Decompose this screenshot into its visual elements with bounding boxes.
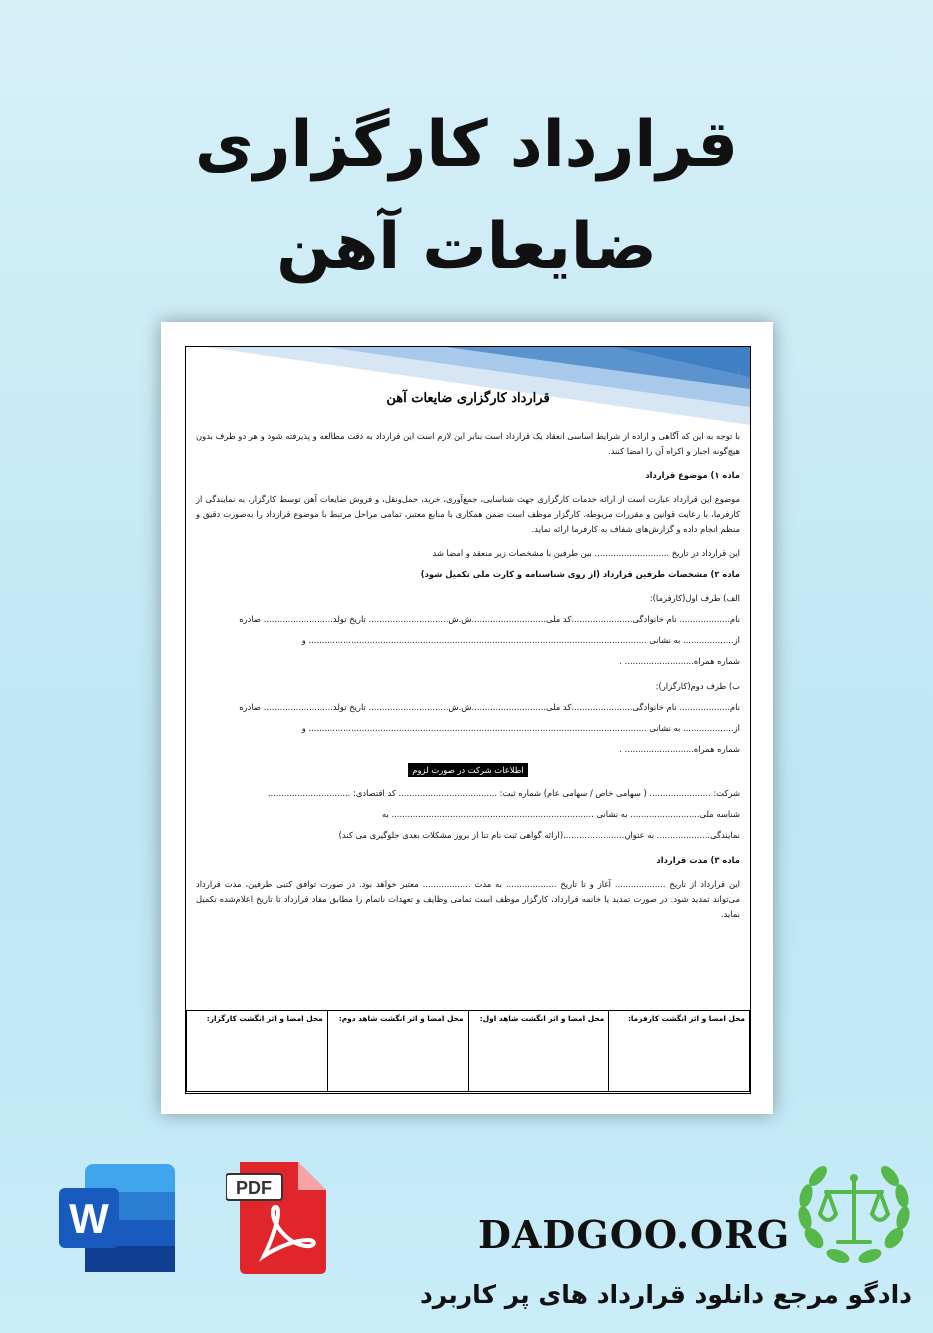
company-line3: نمایندگی.................... به عنوان.......................(ارائه گواهی ثبت نام تنا از بروز مشکلات بعدی جلوگیری می کند) (338, 830, 740, 840)
article3-heading: ماده ۳) مدت قرارداد (656, 855, 740, 865)
intro-paragraph: با توجه به این که آگاهی و اراده از شرایط اساسی انعقاد یک قرارداد است بنابر این لازم است این قرارداد به دقت مطالعه و پذیرفته شود و هر دو طرف بدون هیچ‌گونه اجبار و اکراه آن را امضا کنند. (196, 431, 740, 456)
pdf-label: PDF (236, 1178, 272, 1198)
article2-heading: ماده ۲) مشخصات طرفین قرارداد (از روی شناسنامه و کارت ملی تکمیل شود) (420, 569, 740, 579)
article1-text: موضوع این قرارداد عبارت است از ارائه خدمات کارگزاری جهت شناسایی، جمع‌آوری، خرید، حمل‌ونقل، و فروش ضایعات آهن توسط کارگزار، به نمایندگی از کارفرما، با رعایت قوانین و مقررات مربوطه. کارگزار موظف است ضمن همکاری با منابع معتبر، تمامی مراحل مرتبط با موضوع قرارداد را به‌صورت دقیق و منظم انجام داده و گزارش‌های شفاف به کارفرما ارائه نماید. (196, 494, 740, 534)
date-line: این قرارداد در تاریخ ............................ بین طرفین با مشخصات زیر منعقد و امضا شد (432, 548, 740, 558)
party2-line2: از................... به نشانی ............................................................................................................................... و (301, 723, 740, 733)
party1-line3: شماره همراه.......................... . (619, 656, 740, 666)
article3-text: این قرارداد از تاریخ ................... آغاز و تا تاریخ ................... به مدت .................. معتبر خواهد بود. در صورت توافق کتبی طرفین، مدت قرارداد می‌تواند تمدید شود. در صورت تمدید یا خاتمه قرارداد، کارگزار موظف است تمامی وظایف و تعهدات ناتمام را مطابق مفاد قرارداد تا تاریخ اعلام‌شده تکمیل نماید. (196, 879, 740, 919)
document-title: قرارداد کارگزاری ضایعات آهن (386, 391, 550, 406)
company-line1: شرکت: ....................... ( سهامی خاص / سهامی عام) شماره ثبت: ..................................... کد اقتصادی: ............................... (267, 788, 740, 798)
pdf-icon[interactable] (226, 1160, 328, 1276)
signature-cell-employer: محل امضا و اثر انگشت کارفرما: (609, 1011, 750, 1092)
brand-name: DADGOO.ORG (478, 1212, 791, 1257)
party1-label: الف) طرف اول(کارفرما): (649, 593, 740, 603)
signature-cell-witness1: محل امضا و اثر انگشت شاهد اول: (468, 1011, 609, 1092)
brand-tagline: دادگو مرجع دانلود قرارداد های پر کاربرد (419, 1280, 912, 1309)
party1-line1: نام................... نام خانوادگی.......................کد ملی............................ش.ش.............................. تاریخ تولد.......................... صادره (239, 614, 740, 624)
poster-title-line2: ضایعات آهن (276, 210, 657, 284)
party2-label: ب) طرف دوم(کارگزار): (655, 681, 740, 691)
party2-line3: شماره همراه.......................... . (619, 744, 740, 754)
word-icon[interactable] (57, 1162, 177, 1274)
poster-title-line1: قرارداد کارگزاری (195, 108, 738, 182)
dadgoo-logo-icon (792, 1158, 916, 1270)
article1-heading: ماده ۱) موضوع قرارداد (645, 470, 740, 480)
document-frame (185, 346, 751, 1094)
company-line2: شناسه ملی.......................... به نشانی ............................................................................ به (381, 809, 740, 819)
signature-table (186, 1010, 750, 1092)
page-number: 1 (736, 367, 742, 377)
party2-line1: نام................... نام خانوادگی.......................کد ملی............................ش.ش.............................. تاریخ تولد.......................... صادره (239, 702, 740, 712)
company-info-badge: اطلاعات شرکت در صورت لزوم (408, 763, 527, 777)
document-preview (161, 322, 773, 1114)
party1-line2: از................... به نشانی ............................................................................................................................... و (301, 635, 740, 645)
signature-cell-witness2: محل امضا و اثر انگشت شاهد دوم: (327, 1011, 468, 1092)
document-body (196, 429, 740, 931)
signature-cell-agent: محل امضا و اثر انگشت کارگزار: (187, 1011, 328, 1092)
word-letter: W (69, 1195, 109, 1242)
